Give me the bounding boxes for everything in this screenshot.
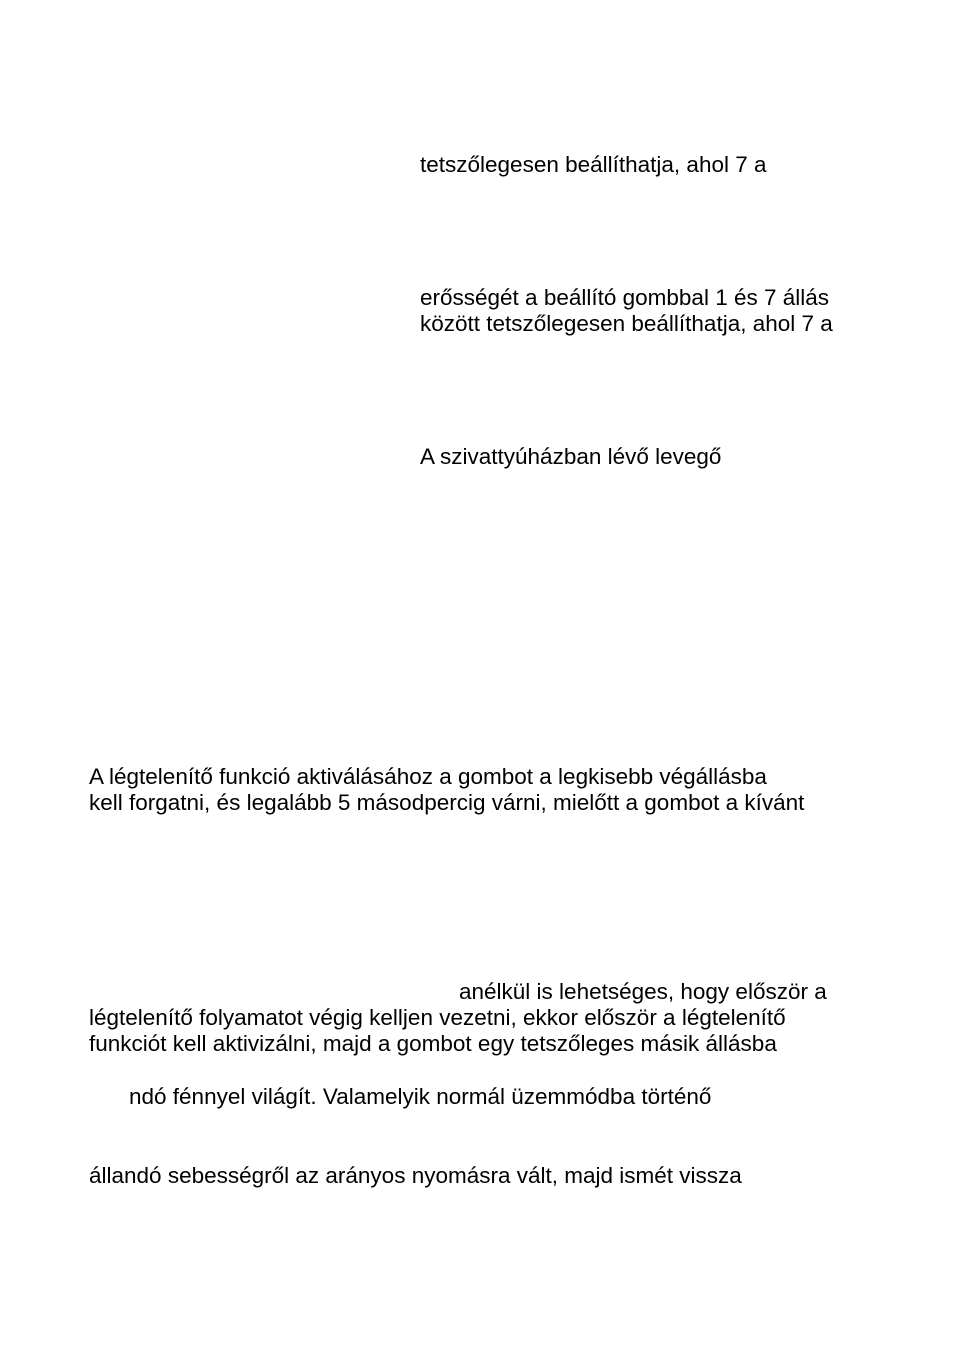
text-line: funkciót kell aktivizálni, majd a gombot egy tetszőleges másik állásba: [89, 1031, 777, 1056]
text-line: kell forgatni, és legalább 5 másodpercig várni, mielőtt a gombot a kívánt: [89, 790, 805, 815]
text-line: állandó sebességről az arányos nyomásra vált, majd ismét vissza: [89, 1163, 742, 1188]
text-line: ndó fénnyel világít. Valamelyik normál üzemmódba történő: [129, 1084, 712, 1109]
text-line: között tetszőlegesen beállíthatja, ahol 7 a: [420, 311, 833, 336]
text-line: A légtelenítő funkció aktiválásához a gombot a legkisebb végállásba: [89, 764, 767, 789]
text-line: erősségét a beállító gombbal 1 és 7 állás: [420, 285, 830, 310]
text-line: tetszőlegesen beállíthatja, ahol 7 a: [420, 152, 767, 177]
text-line: A szivattyúházban lévő levegő: [420, 444, 722, 469]
text-line: anélkül is lehetséges, hogy először a: [459, 979, 827, 1004]
text-line: légtelenítő folyamatot végig kelljen vezetni, ekkor először a légtelenítő: [89, 1005, 786, 1030]
